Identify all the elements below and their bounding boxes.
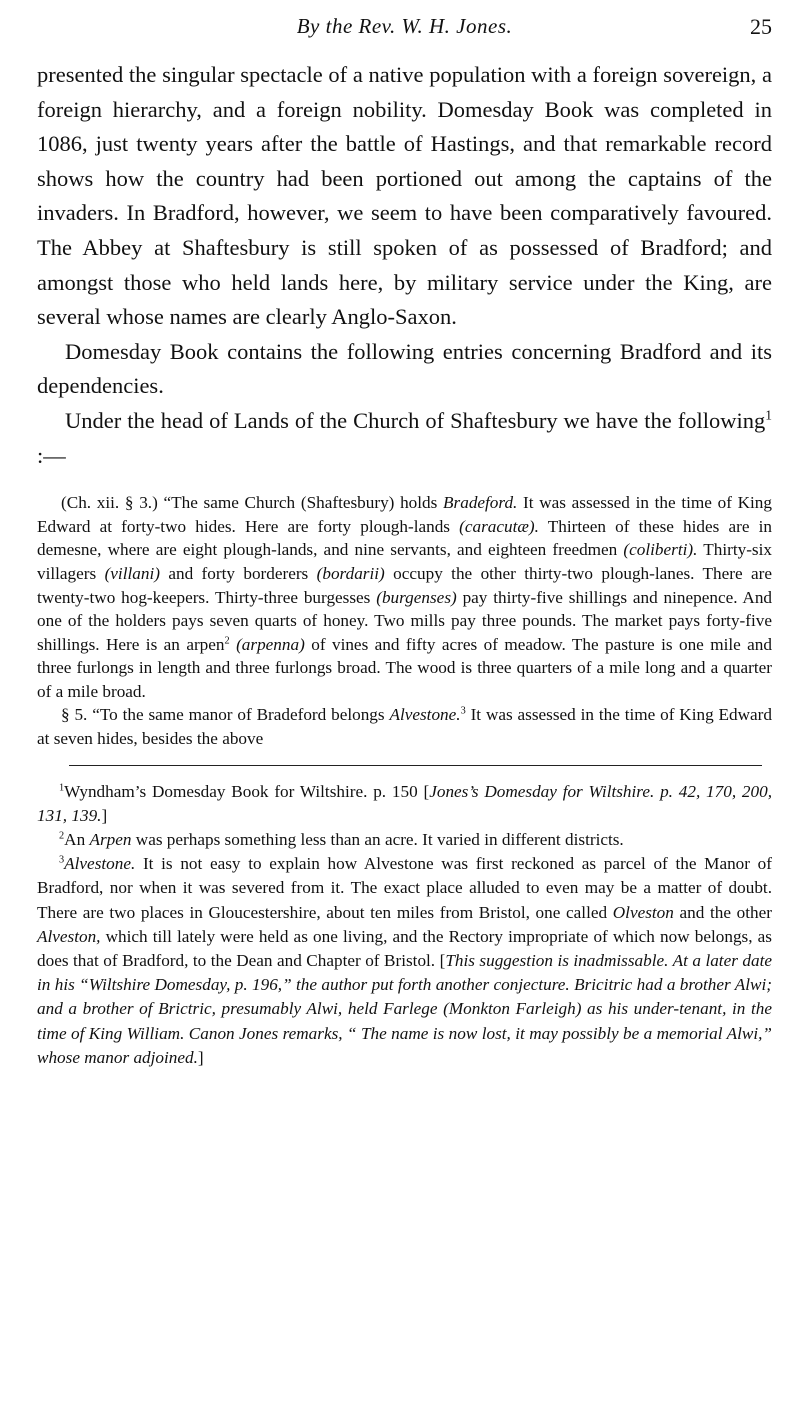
text-run-italic: (caracutæ). [459,516,539,536]
extract-section-3 [37,491,772,703]
paragraph-1: presented the singular spectacle of a native population with a foreign sovereign, a foreign hierarchy, and a foreign nobility. Domesday Book was completed in 1086, just twenty years after the battle of Hastings, and that remarkable record shows how the country had been portioned out among the captains of the invaders. In Bradford, however, we seem to have been comparatively favoured. The Abbey at Shaftesbury is still spoken of as possessed of Bradford; and amongst those who held lands here, by military service under the King, are several whose names are clearly Anglo-Saxon. [37,62,772,330]
footnote-2 [37,828,772,852]
text-run: and forty borderers [159,563,317,583]
running-head: By the Rev. W. H. Jones. [296,14,513,38]
text-run-italic: Alveston, [37,926,101,946]
footnote-ref-1: 1 [765,407,772,423]
page-header [37,0,772,58]
text-run: (Ch. xii. § 3.) “The same Church (Shaftesbury) holds [61,493,444,513]
text-run-italic: Olveston [612,902,674,922]
text-run-italic: Bradeford. [443,493,518,513]
footnote-number: 3 [59,854,65,866]
footnote-1 [37,780,772,828]
footnote-number: 1 [59,781,65,793]
text-run: An [64,830,90,850]
text-run-italic: (bordarii) [316,563,385,583]
text-run: Thirty-six villagers [37,540,772,583]
paragraph-3 [37,404,772,473]
domesday-extract [37,491,772,751]
text-run-italic: This suggestion is inadmissable. At a later date in his “Wiltshire Domesday, p. 196,” the author put forth another conjecture. Bricitric had a brother Alwi; and a brother of Brictric, presumably Alwi, held Farlege (Monkton Farleigh) as his under-tenant, in the time of King William. Canon Jones remarks, “ The name is now lost, it may possibly be a memorial Alwi,” whose manor adjoined. [37,951,772,1067]
text-run: occupy the other thirty-two plough-lanes. There are twenty-two hog-keepers. Thirty-three burgesses [37,563,773,607]
text-run: It was assessed in the time of King Edward at forty-two hides. Here are forty plough-lands [37,493,772,536]
footnote-divider [69,765,762,766]
text-run: It was assessed in the time of King Edward at seven hides, besides the above [37,705,772,749]
text-run: and the other [673,902,772,922]
page-number: 25 [750,14,772,39]
text-run-italic: (villani) [104,563,160,583]
text-run: which till lately were held as one living, and the Rectory impropriate of which now belongs, as does that of Bradford, to the Dean and Chapter of Bristol. [ [37,926,772,971]
text-run: ] [101,805,108,825]
footnote-ref-3: 3 [460,705,466,717]
footnote-ref-2: 2 [224,634,230,646]
text-run-italic: (burgenses) [376,587,457,607]
text-run: Wyndham’s Domesday Book for Wiltshire. p. 150 [ [64,781,430,801]
text-run: ] [197,1047,204,1067]
text-run: It is not easy to explain how Alvestone was first reckoned as parcel of the Manor of Bradford, nor when it was severed from it. The exact place alluded to even may be a matter of doubt. There are two places in Gloucestershire, about ten miles from Bristol, one called [37,854,772,922]
text-run-italic: (coliberti). [623,540,698,560]
footnote-3 [37,852,772,1070]
text-run-italic: (arpenna) [236,634,305,654]
text-run: of vines and fifty acres of meadow. The pasture is one mile and three furlongs in length and three furlongs broad. The wood is three quarters of a mile long and a quarter of a mile broad. [37,634,772,701]
paragraph-2 [37,335,772,404]
paragraph-2-text: Domesday Book contains the following entries concerning Bradford and its dependencies. [37,338,772,399]
paragraph-3-text: Under the head of Lands of the Church of Shaftesbury we have the following [65,407,766,433]
text-run: Thirteen of these hides are in demesne, where are eight plough-lands, and nine servants, and eighteen freedmen [37,516,772,560]
text-run: pay thirty-five shillings and ninepence. And one of the holders pays seven quarts of honey. Two mills pay three pounds. The market pays forty-five shillings. Here is an arpen [37,587,773,654]
text-run: § 5. “To the same manor of Bradeford belongs [61,705,390,725]
text-run-italic: Alvestone. [64,854,136,874]
text-run-italic: Arpen [89,830,132,850]
extract-section-5 [37,703,772,750]
text-run-italic: Alvestone. [389,705,461,725]
main-text [37,58,772,473]
paragraph-3-tail: :— [37,442,66,468]
footnote-number: 2 [59,830,65,842]
text-run-italic: Jones’s Domesday for Wiltshire. p. 42, 170, 200, 131, 139. [37,781,772,825]
text-run: was perhaps something less than an acre. It varied in different districts. [131,830,624,850]
footnotes [37,780,772,1070]
